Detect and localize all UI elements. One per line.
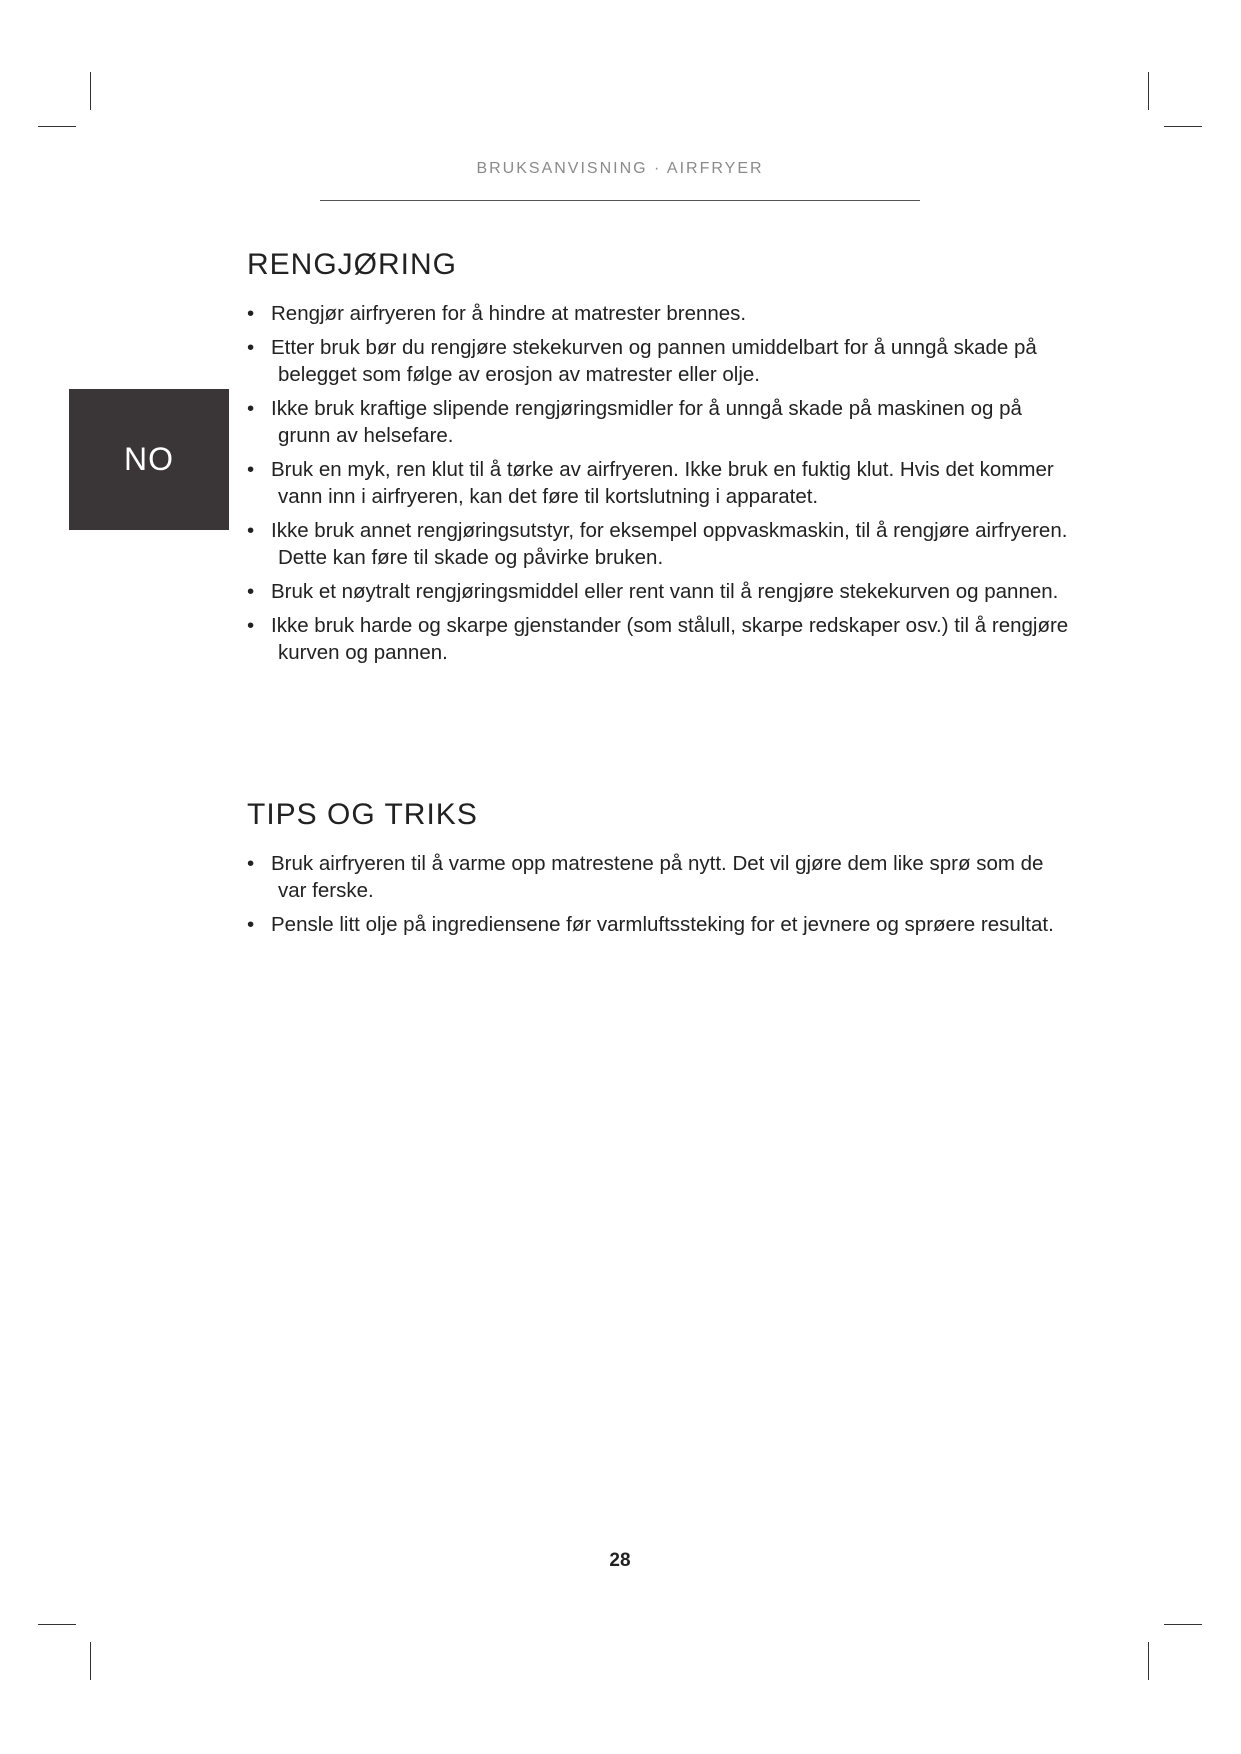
crop-mark [38,126,76,127]
bullet-icon: • [247,614,255,637]
list-item: • Etter bruk bør du rengjøre stekekurven og pannen umiddelbart for å unngå skade på belegget som følge av erosjon av matrester eller olje. [247,336,1037,386]
crop-mark [90,1642,91,1680]
language-tab-label: NO [124,441,174,477]
bullet-icon: • [247,852,255,875]
section-cleaning [247,248,1077,673]
section-tips [247,798,1077,945]
list-item: • Ikke bruk harde og skarpe gjenstander (som stålull, skarpe redskaper osv.) til å rengjøre kurven og pannen. [247,614,1069,664]
crop-mark [1164,126,1202,127]
section-title: TIPS OG TRIKS [247,798,478,831]
crop-mark [90,72,91,110]
running-header: BRUKSANVISNING · AIRFRYER [476,160,764,177]
list-item: • Ikke bruk annet rengjøringsutstyr, for eksempel oppvaskmaskin, til å rengjøre airfryeren. Dette kan føre til skade og påvirke bruken. [247,519,1068,569]
bullet-icon: • [247,913,255,936]
header-divider [320,200,920,201]
list-item: • Pensle litt olje på ingrediensene før varmluftssteking for et jevnere og sprøere resultat. [247,913,1054,936]
bullet-icon: • [247,397,255,420]
list-item: • Bruk en myk, ren klut til å tørke av airfryeren. Ikke bruk en fuktig klut. Hvis det kommer vann inn i airfryeren, kan det føre til kortslutning i apparatet. [247,458,1054,508]
bullet-icon: • [247,519,255,542]
crop-mark [1148,1642,1149,1680]
crop-mark [38,1624,76,1625]
crop-mark [1148,72,1149,110]
bullet-icon: • [247,302,255,325]
section-title: RENGJØRING [247,248,458,281]
bullet-icon: • [247,580,255,603]
list-item: • Bruk et nøytralt rengjøringsmiddel eller rent vann til å rengjøre stekekurven og pannen. [247,580,1059,603]
list-item: • Bruk airfryeren til å varme opp matrestene på nytt. Det vil gjøre dem like sprø som de var ferske. [247,852,1044,902]
bullet-icon: • [247,458,255,481]
list-item: • Rengjør airfryeren for å hindre at matrester brennes. [247,302,747,325]
page-number: 28 [609,1550,631,1571]
language-tab [69,389,229,530]
bullet-icon: • [247,336,255,359]
bullet-list [247,300,1077,666]
crop-mark [1164,1624,1202,1625]
bullet-list [247,850,1077,938]
list-item: • Ikke bruk kraftige slipende rengjøringsmidler for å unngå skade på maskinen og på grunn av helsefare. [247,397,1022,447]
